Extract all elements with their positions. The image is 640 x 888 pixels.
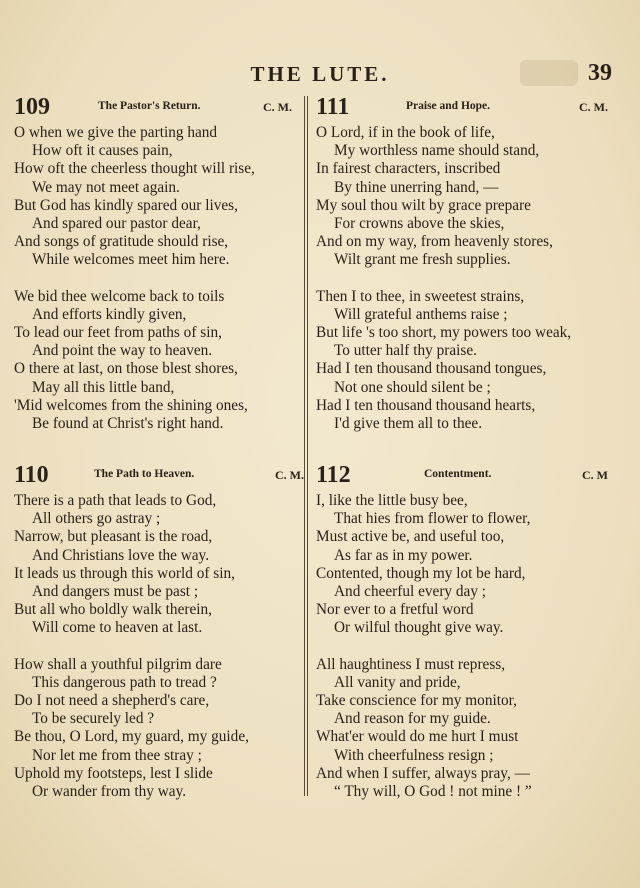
- verse-line: All haughtiness I must repress,: [316, 655, 506, 673]
- hymn-number: 110: [14, 462, 49, 488]
- hymn-109: [14, 94, 292, 433]
- verse-line: And when I suffer, always pray, —: [316, 764, 530, 782]
- verse-line: O Lord, if in the book of life,: [316, 124, 495, 141]
- verse-line: And spared our pastor dear,: [32, 215, 201, 233]
- verse-line: But all who boldly walk therein,: [14, 601, 212, 619]
- column-divider-inner: [307, 96, 308, 796]
- hymn-heading: [14, 462, 304, 492]
- verse-line: But God has kindly spared our lives,: [14, 196, 238, 214]
- verse-line: And songs of gratitude should rise,: [14, 233, 229, 251]
- verse-line: I'd give them all to thee.: [334, 415, 483, 433]
- verse-line: Be found at Christ's right hand.: [32, 415, 224, 433]
- verse-line: “ Thy will, O God ! not mine ! ”: [334, 783, 532, 801]
- hymn-number: 111: [316, 94, 350, 120]
- stanza: [14, 492, 304, 638]
- verse-line: O when we give the parting hand: [14, 124, 218, 141]
- verse-line: To lead our feet from paths of sin,: [14, 324, 222, 342]
- verse-line: Will grateful anthems raise ;: [334, 305, 508, 323]
- verse-line: That hies from flower to flower,: [334, 510, 531, 528]
- hymn-111: [316, 94, 608, 433]
- hymn-meter: C. M.: [579, 100, 608, 114]
- verse-line: All others go astray ;: [32, 510, 161, 528]
- verse-line: Or wander from thy way.: [32, 783, 187, 801]
- verse-line: Take conscience for my monitor,: [316, 692, 517, 710]
- hymn-title: The Pastor's Return.: [98, 100, 201, 112]
- hymn-meter: C. M.: [263, 100, 292, 114]
- verse-line: Will come to heaven at last.: [32, 619, 203, 637]
- hymn-title: Praise and Hope.: [406, 100, 491, 112]
- verse-line: While welcomes meet him here.: [32, 251, 230, 269]
- verse-line: Not one should silent be ;: [334, 378, 491, 396]
- verse-line: For crowns above the skies,: [334, 215, 505, 233]
- verse-line: We may not meet again.: [32, 178, 180, 196]
- verse-line: And reason for my guide.: [334, 710, 491, 728]
- stanza: [316, 656, 608, 802]
- verse-line: How oft it causes pain,: [32, 142, 173, 160]
- verse-line: And on my way, from heavenly stores,: [316, 233, 553, 251]
- verse-line: Narrow, but pleasant is the road,: [14, 528, 213, 546]
- verse-line: Wilt grant me fresh supplies.: [334, 251, 511, 269]
- verse-line: And cheerful every day ;: [334, 583, 487, 601]
- verse-line: And Christians love the way.: [32, 546, 210, 564]
- verse-line: Be thou, O Lord, my guard, my guide,: [14, 728, 249, 746]
- verse-line: What'er would do me hurt I must: [316, 728, 519, 746]
- verse-line: How oft the cheerless thought will rise,: [14, 160, 255, 178]
- verse-line: Must active be, and useful too,: [316, 528, 505, 546]
- verse-line: And point the way to heaven.: [32, 342, 213, 360]
- verse-line: And dangers must be past ;: [32, 583, 199, 601]
- page-number: 39: [588, 60, 612, 86]
- verse-line: All vanity and pride,: [334, 673, 461, 691]
- verse-line: But life 's too short, my powers too weak,: [316, 324, 572, 342]
- hymn-heading: [316, 94, 608, 124]
- verse-line: It leads us through this world of sin,: [14, 564, 235, 582]
- running-title: THE LUTE.: [250, 62, 390, 86]
- stanza: [14, 124, 292, 270]
- hymn-number: 112: [316, 462, 351, 488]
- hymn-heading: [316, 462, 608, 492]
- verse-line: 'Mid welcomes from the shining ones,: [14, 396, 248, 414]
- verse-line: As far as in my power.: [334, 546, 473, 564]
- column-divider: [304, 96, 305, 796]
- hymn-110: [14, 462, 304, 801]
- verse-line: O there at last, on those blest shores,: [14, 360, 238, 378]
- verse-line: By thine unerring hand, —: [334, 178, 499, 196]
- verse-line: In fairest characters, inscribed: [316, 160, 501, 178]
- verse-line: We bid thee welcome back to toils: [14, 287, 225, 305]
- hymn-112: [316, 462, 608, 801]
- hymn-title: The Path to Heaven.: [94, 468, 195, 480]
- stanza: [14, 656, 304, 802]
- hymn-title: Contentment.: [424, 468, 492, 480]
- verse-line: Uphold my footsteps, lest I slide: [14, 764, 213, 782]
- verse-line: I, like the little busy bee,: [316, 492, 468, 509]
- hymn-meter: C. M: [582, 468, 608, 482]
- verse-line: Had I ten thousand thousand tongues,: [316, 360, 547, 378]
- verse-line: Contented, though my lot be hard,: [316, 564, 526, 582]
- verse-line: Then I to thee, in sweetest strains,: [316, 287, 525, 305]
- verse-line: May all this little band,: [32, 378, 175, 396]
- hymn-heading: [14, 94, 292, 124]
- verse-line: Do I not need a shepherd's care,: [14, 692, 210, 710]
- verse-line: Nor ever to a fretful word: [316, 601, 474, 619]
- hymn-meter: C. M.: [275, 468, 304, 482]
- verse-line: My worthless name should stand,: [334, 142, 540, 160]
- page-header: [0, 60, 640, 90]
- verse-line: To be securely led ?: [32, 710, 155, 728]
- verse-line: This dangerous path to tread ?: [32, 673, 217, 691]
- verse-line: How shall a youthful pilgrim dare: [14, 655, 222, 673]
- verse-line: Had I ten thousand thousand hearts,: [316, 396, 536, 414]
- stanza: [316, 124, 608, 270]
- verse-line: There is a path that leads to God,: [14, 492, 217, 509]
- hymn-number: 109: [14, 94, 50, 120]
- verse-line: To utter half thy praise.: [334, 342, 477, 360]
- stanza: [316, 492, 608, 638]
- verse-line: And efforts kindly given,: [32, 305, 187, 323]
- verse-line: Or wilful thought give way.: [334, 619, 504, 637]
- verse-line: My soul thou wilt by grace prepare: [316, 196, 531, 214]
- stanza: [316, 288, 608, 434]
- verse-line: With cheerfulness resign ;: [334, 746, 494, 764]
- verse-line: Nor let me from thee stray ;: [32, 746, 202, 764]
- stanza: [14, 288, 292, 434]
